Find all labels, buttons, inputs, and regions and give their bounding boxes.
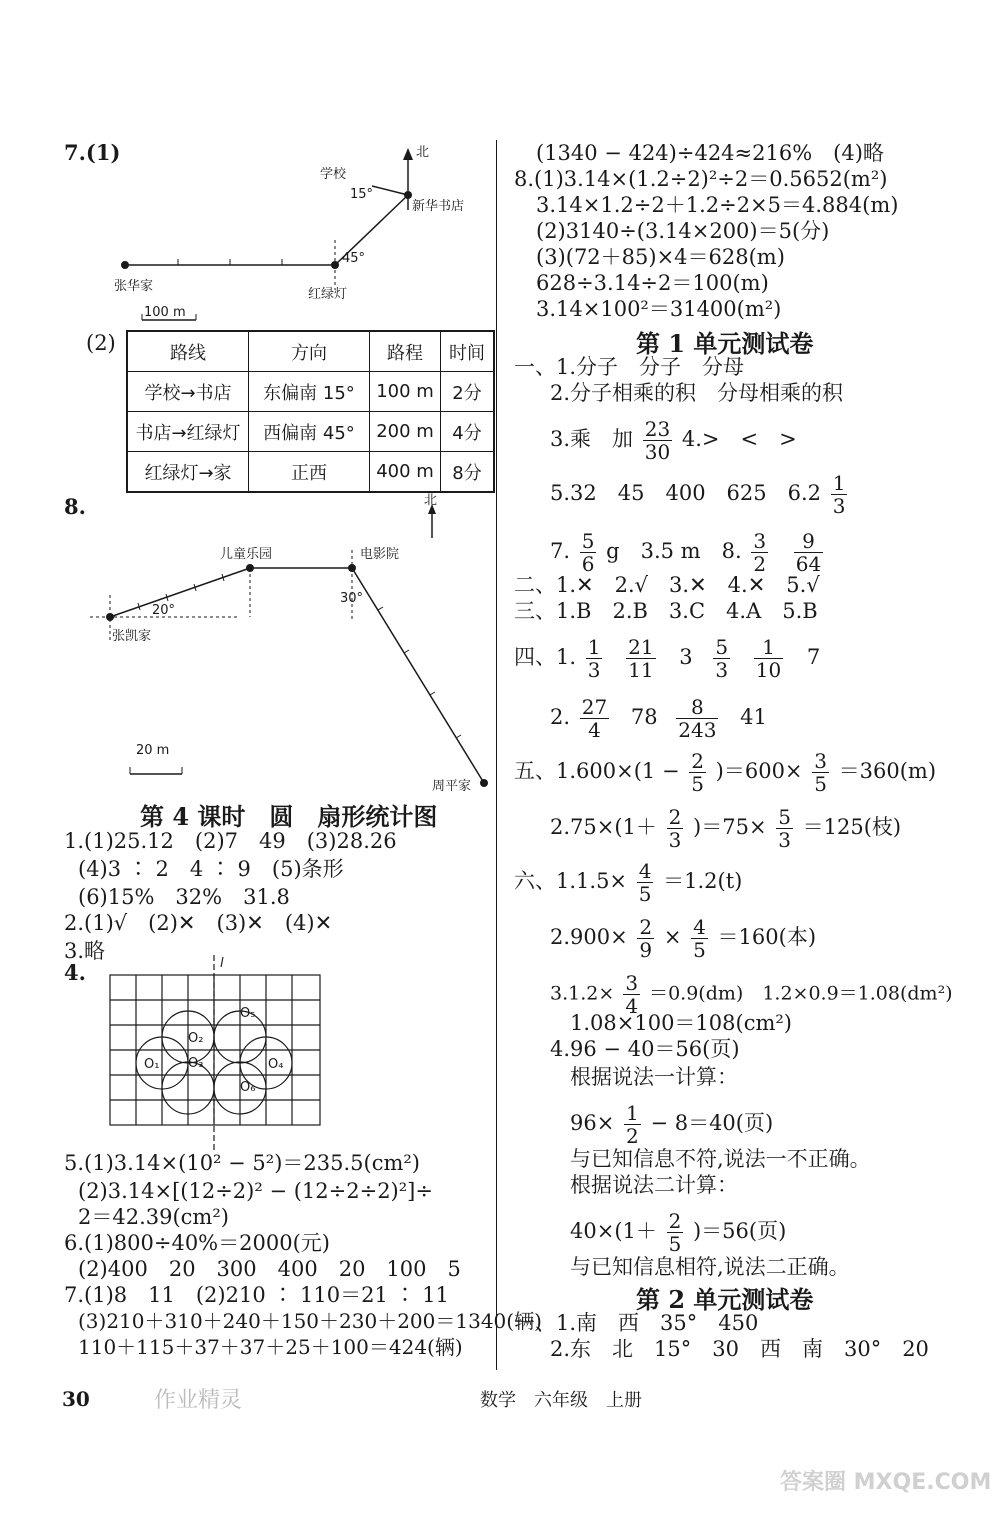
- u2-1-line: 一、1.南 西 35° 450: [514, 1311, 759, 1335]
- playground-label: 儿童乐园: [220, 547, 273, 562]
- u6-line-4d: 与已知信息不符,说法一不正确。: [570, 1147, 871, 1171]
- u6-line-4e: 根据说法二计算：: [570, 1173, 738, 1197]
- fraction: $\frac{1}{3}$: [832, 471, 846, 518]
- q8-label: 8.: [64, 494, 86, 519]
- q7b-line-c: 110＋115＋37＋37＋25＋100＝424(辆): [78, 1335, 463, 1359]
- traffic-light-label: 红绿灯: [308, 287, 348, 302]
- table-header-row: [127, 331, 494, 372]
- u6-line-3c: 1.08×100＝108(cm²): [570, 1011, 792, 1035]
- fraction: $\frac{1}{3}$: [587, 635, 601, 682]
- table-cell: 红绿灯→家: [127, 452, 249, 493]
- school-label: 学校: [320, 167, 347, 182]
- table-header: 路程: [370, 331, 441, 372]
- table-cell: 400 m: [370, 452, 441, 493]
- fraction: $\frac{4}{5}$: [693, 915, 706, 962]
- scale-label: 20 m: [136, 743, 170, 758]
- o5-label: O₅: [240, 1006, 256, 1021]
- route-map-school: [110, 140, 490, 330]
- table-header: 路线: [127, 331, 249, 372]
- r-line-3: 3.14×1.2÷2＋1.2÷2×5＝4.884(m): [536, 193, 899, 217]
- q5-line-c: 2＝42.39(cm²): [78, 1205, 229, 1229]
- q5-line-a: 5.(1)3.14×(10² − 5²)＝235.5(cm²): [64, 1151, 420, 1175]
- column-divider: [496, 140, 497, 1370]
- section4-title: 第 4 课时 圆 扇形统计图: [140, 802, 438, 831]
- zhangkai-home-label: 张凯家: [112, 629, 152, 644]
- u6-line-3: 3.1.2× $\frac{3}{4}$ ＝0.9(dm) 1.2×0.9＝1.08(dm²): [550, 971, 953, 1018]
- fraction: $\frac{8}{243}$: [678, 695, 717, 742]
- r-line-2: 8.(1)3.14×(1.2÷2)²÷2＝0.5652(m²): [514, 167, 888, 191]
- north-label: 北: [424, 493, 438, 508]
- north-label: 北: [416, 145, 430, 160]
- fraction: $\frac{5}{6}$: [581, 529, 595, 576]
- u1-line-5: 5.32 45 400 625 6.2 $\frac{1}{3}$: [550, 471, 846, 518]
- fraction: $\frac{2}{5}$: [691, 749, 704, 796]
- u5-line-2: 2.75×(1＋ $\frac{2}{3}$ )＝75× $\frac{5}{3}$ ＝125(枝): [550, 805, 902, 852]
- fraction: $\frac{2}{9}$: [639, 915, 653, 962]
- table-cell: 东偏南 15°: [249, 372, 370, 412]
- fraction: $\frac{5}{3}$: [715, 635, 729, 682]
- q1-line-c: (6)15% 32% 31.8: [78, 885, 290, 909]
- q5-line-b: (2)3.14×[(12÷2)² − (12÷2÷2)²]÷: [78, 1179, 433, 1203]
- zhouping-home-label: 周平家: [432, 779, 472, 794]
- r-line-7: 3.14×100²＝31400(m²): [536, 297, 782, 321]
- u6-line-4a: 4.96 − 40＝56(页): [550, 1037, 740, 1061]
- table-cell: 正西: [249, 452, 370, 493]
- u6-line-4f: 40×(1＋ $\frac{2}{5}$ )＝56(页): [570, 1209, 787, 1256]
- angle-30-label: 30°: [340, 591, 364, 606]
- u2-line: 二、1.✕ 2.√ 3.✕ 4.✕ 5.√: [514, 573, 820, 597]
- fraction: $\frac{3}{4}$: [625, 971, 639, 1018]
- table-header: 时间: [441, 331, 495, 372]
- fraction: $\frac{5}{3}$: [778, 805, 791, 852]
- r-line-1: (1340 − 424)÷424≈216% (4)略: [536, 141, 884, 165]
- unit1-title: 第 1 单元测试卷: [636, 329, 814, 358]
- fraction: $\frac{1}{10}$: [755, 635, 782, 682]
- table-cell: 4分: [441, 412, 495, 452]
- q6-line-b: (2)400 20 300 400 20 100 5: [78, 1257, 461, 1281]
- table-cell: 西偏南 45°: [249, 412, 370, 452]
- o2-label: O₂: [188, 1031, 204, 1046]
- o6-label: O₆: [240, 1080, 256, 1095]
- r-line-4: (2)3140÷(3.14×200)＝5(分): [536, 219, 830, 243]
- q7b-line-a: 7.(1)8 11 (2)210 ∶ 110＝21 ∶ 11: [64, 1283, 449, 1307]
- cinema-label: 电影院: [360, 547, 400, 562]
- r-line-5: (3)(72＋85)×4＝628(m): [536, 245, 785, 269]
- route-map-park: [90, 490, 490, 800]
- u1-line-7: 7. $\frac{5}{6}$ g 3.5 m 8. $\frac{3}{2}$ $\frac{9}{64}$: [550, 529, 822, 576]
- watermark: 答案圈 MXQE.COM: [780, 1470, 992, 1495]
- angle-15-label: 15°: [350, 187, 374, 202]
- axis-l-label: l: [220, 956, 224, 971]
- o4-label: O₄: [268, 1057, 284, 1072]
- table-cell: 学校→书店: [127, 372, 249, 412]
- u4-line-1: 四、1. $\frac{1}{3}$ $\frac{21}{11}$ 3 $\frac{5}{3}$ $\frac{1}{10}$ 7: [514, 635, 821, 682]
- u1-line-2: 2.分子相乘的积 分母相乘的积: [550, 381, 844, 405]
- fraction: $\frac{4}{5}$: [638, 859, 652, 906]
- u6-line-1: 六、1.1.5× $\frac{4}{5}$ ＝1.2(t): [514, 859, 743, 906]
- u6-line-4b: 根据说法一计算：: [570, 1065, 738, 1089]
- fraction: $\frac{21}{11}$: [628, 635, 654, 682]
- fraction: $\frac{2}{3}$: [668, 805, 682, 852]
- q2-line: 2.(1)√ (2)✕ (3)✕ (4)✕: [64, 911, 333, 935]
- fraction: $\frac{1}{2}$: [626, 1101, 639, 1148]
- table-row: [127, 452, 494, 493]
- o3-label: O₃: [188, 1056, 204, 1071]
- stamp-text: 作业精灵: [154, 1388, 243, 1413]
- q1-line-b: (4)3 ∶ 2 4 ∶ 9 (5)条形: [78, 857, 344, 881]
- table-cell: 8分: [441, 452, 495, 493]
- bookstore-label: 新华书店: [412, 199, 465, 214]
- angle-45-label: 45°: [342, 251, 366, 266]
- u4-line-2: 2. $\frac{27}{4}$ 78 $\frac{8}{243}$ 41: [550, 695, 767, 742]
- fraction: $\frac{23}{30}$: [644, 417, 671, 464]
- u6-line-2: 2.900× $\frac{2}{9}$ × $\frac{4}{5}$ ＝160(本): [550, 915, 817, 962]
- fraction: $\frac{27}{4}$: [581, 695, 608, 742]
- u5-line-1: 五、1.600×(1 − $\frac{2}{5}$ )＝600× $\frac{3}{5}$ ＝360(m): [514, 749, 937, 796]
- q4-label: 4.: [64, 960, 86, 985]
- q6-line-a: 6.(1)800÷40%＝2000(元): [64, 1231, 330, 1255]
- u6-line-4g: 与已知信息相符,说法二正确。: [570, 1255, 850, 1279]
- angle-20-label: 20°: [152, 603, 176, 618]
- table-row: [127, 412, 494, 452]
- circle-grid-figure: [100, 955, 340, 1155]
- fraction: $\frac{9}{64}$: [795, 529, 822, 576]
- table-cell: 书店→红绿灯: [127, 412, 249, 452]
- unit2-title: 第 2 单元测试卷: [636, 1285, 814, 1314]
- table-row: [127, 372, 494, 412]
- u2-2-line: 2.东 北 15° 30 西 南 30° 20: [550, 1337, 929, 1361]
- scale-label: 100 m: [144, 305, 186, 320]
- book-info: 数学 六年级 上册: [480, 1390, 642, 1411]
- u1-line-3: 3.乘 加 $\frac{23}{30}$ 4.> < >: [550, 417, 797, 464]
- fraction: $\frac{3}{5}$: [814, 749, 827, 796]
- page-number: 30: [62, 1387, 90, 1411]
- o1-label: O₁: [144, 1057, 160, 1072]
- table-cell: 200 m: [370, 412, 441, 452]
- q7-part2-label: (2): [86, 331, 116, 355]
- route-table: [126, 330, 495, 493]
- q7-part1-label: 7.(1): [64, 140, 121, 165]
- u6-line-4c: 96× $\frac{1}{2}$ − 8＝40(页): [570, 1101, 774, 1148]
- table-header: 方向: [249, 331, 370, 372]
- fraction: $\frac{3}{2}$: [753, 529, 767, 576]
- r-line-6: 628÷3.14÷2＝100(m): [536, 271, 769, 295]
- table-cell: 100 m: [370, 372, 441, 412]
- table-cell: 2分: [441, 372, 495, 412]
- q7b-line-b: (3)210＋310＋240＋150＋230＋200＝1340(辆): [78, 1309, 542, 1333]
- fraction: $\frac{2}{5}$: [668, 1209, 682, 1256]
- q1-line-a: 1.(1)25.12 (2)7 49 (3)28.26: [64, 829, 397, 853]
- u1-line-1: 一、1.分子 分子 分母: [514, 355, 745, 379]
- q3-line: 3.略: [64, 939, 106, 963]
- zhang-home-label: 张华家: [114, 279, 154, 294]
- u3-line: 三、1.B 2.B 3.C 4.A 5.B: [514, 599, 818, 623]
